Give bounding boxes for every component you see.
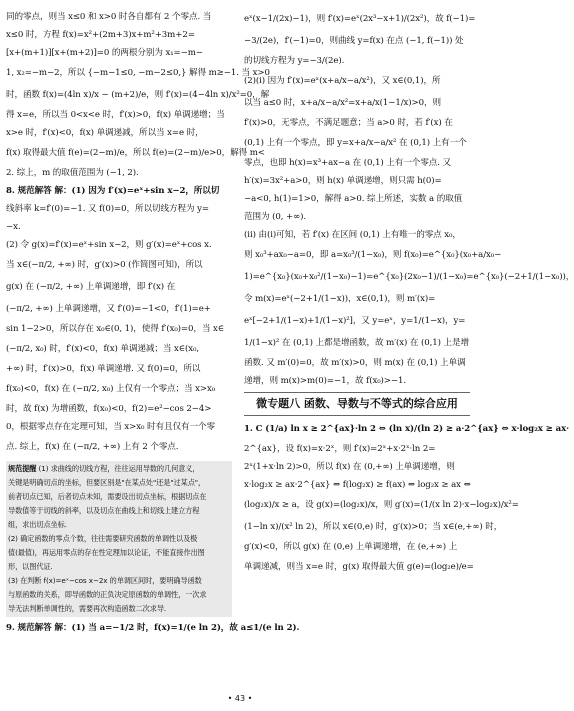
text-line: x>e 时，f′(x)<0，f(x) 单调递减，所以当 x=e 时， <box>6 128 204 138</box>
q9-solution-continued <box>244 8 574 390</box>
text-line: 1, x₂=−m−2，所以 {−m−1≤0, −m−2≤0,} 解得 m≥−1. 当 x>0 <box>6 68 270 78</box>
note-title: 规范提醒 <box>8 464 37 473</box>
text-line: f′(x)>0，无零点，不满足题意；当 a>0 时，若 f′(x) 在 <box>244 118 453 128</box>
text-line: 线斜率 k=f′(0)=−1. 又 f(0)=0，所以切线方程为 y= <box>6 204 209 214</box>
text-line: f(x) 取得最大值 f(e)=(2−m)/e，所以 f(e)=(2−m)/e>0，解得 m< <box>6 148 265 158</box>
text-line: −3/(2e)，f′(−1)=0，则曲线 y=f(x) 在点 (−1, f(−1)) 处 <box>244 36 464 46</box>
text-line: 当 x∈(−π/2, +∞) 时，g′(x)>0 (作简图可知)，所以 <box>6 260 203 270</box>
text-line: 递增，则 m(x)>m(0)=−1，故 f(x₀)>−1. <box>244 376 406 386</box>
text-line: eˣ(x−1/(2x)−1)，则 f′(x)=eˣ(2x³−x+1)/(2x²)，故 f(−1)= <box>244 14 476 24</box>
q8-solution <box>6 182 232 458</box>
right-column <box>244 8 574 578</box>
text-line: [x+(m+1)][x+(m+2)]=0 的两根分别为 x₁=−m− <box>6 48 203 58</box>
note-line: 导数值等于切线的斜率，以及切点在曲线上和切线上建立方程 <box>8 506 200 515</box>
note-line: 关键是明确切点的坐标，但要区别是"在某点处"还是"过某点"， <box>8 478 206 487</box>
note-line: 前者切点已知，后者切点未知，需要设出切点坐标，根据切点在 <box>8 492 207 501</box>
text-line: 以当 a≤0 时，x+a/x−a/x²=x+a/x(1−1/x)>0，则 <box>244 98 442 108</box>
text-line: +∞) 时，f′(x)>0，f(x) 单调递增. 又 f(0)=0，所以 <box>6 364 201 374</box>
note-line: 导无法判断单调性的，需要再次构造函数二次求导. <box>8 604 167 613</box>
text-line: (2) 令 g(x)=f′(x)=eˣ+sin x−2，则 g′(x)=eˣ+cos x. <box>6 240 212 250</box>
text-line: (2)(ⅰ) 因为 f′(x)=eˣ(x+a/x−a/x²)，又 x∈(0,1)，所 <box>244 76 441 86</box>
text-line: 零点，也即 h(x)=x³+ax−a 在 (0,1) 上有一个零点. 又 <box>244 158 451 168</box>
note-line-first <box>8 462 230 476</box>
note-line: (3) 在判断 f(x)=eˣ−cos x−2x 的单调区间时，要明确导函数 <box>8 576 202 585</box>
text-line: −a<0, h(1)=1>0，解得 a>0. 综上所述，实数 a 的取值 <box>244 194 463 204</box>
text-line: x·log₂x ≥ ax·2^{ax} ⇔ f(log₂x) ≥ f(ax) ⇔ log₂x ≥ ax ⇔ <box>244 480 471 490</box>
text-line: (1−ln x)/(x² ln 2)，所以 x∈(0,e) 时，g′(x)>0；当 x∈(e,+∞) 时， <box>244 522 503 532</box>
text-line: 函数. 又 m′(0)=0，故 m′(x)>0，则 m(x) 在 (0,1) 上单调 <box>244 358 466 368</box>
text-line: g(x) 在 (−π/2, +∞) 上单调递增，即 f′(x) 在 <box>6 282 176 292</box>
note-line: 形，以图代证. <box>8 562 53 571</box>
text-line: 2ˣ(1+x·ln 2)>0，所以 f(x) 在 (0,+∞) 上单调递增，则 <box>244 462 455 472</box>
text-line: eˣ[−2+1/(1−x)+1/(1−x)²]，又 y=eˣ，y=1/(1−x)，y= <box>244 316 466 326</box>
text-line: 1. C (1/a) ln x ≥ 2^{ax}·ln 2 ⇔ (ln x)/(ln 2) ≥ a·2^{ax} ⇔ x·log₂x ≥ ax· <box>244 424 570 434</box>
text-line: 1/(1−x)² 在 (0,1) 上都是增函数，故 m′(x) 在 (0,1) 上是增 <box>244 338 469 348</box>
q7-solution-tail <box>6 8 270 182</box>
text-line: 得 x=e，所以当 0<x<e 时，f′(x)>0，f(x) 单调递增；当 <box>6 110 225 120</box>
q9-solution-start: 9. 规范解答 解：(1) 当 a=−1/2 时，f(x)=1/(e ln 2)，故 a≤1/(e ln 2). <box>6 623 300 633</box>
text-line: g′(x)<0，所以 g(x) 在 (0,e) 上单调递增，在 (e,+∞) 上 <box>244 542 458 552</box>
text-line: 0，根据零点存在定理可知，当 x>x₀ 时有且仅有一个零 <box>6 422 215 432</box>
text-line: 点. 综上，f(x) 在 (−π/2, +∞) 上有 2 个零点. <box>6 442 179 452</box>
text-line: (−π/2, x₀) 时，f′(x)<0，f(x) 单调递减；当 x∈(x₀, <box>6 344 199 354</box>
topic8-q1-solution <box>244 418 570 578</box>
text-line: 时，函数 f(x)=(4ln x)/x − (m+2)/e，则 f′(x)=(4−4ln x)/x²=0，解 <box>6 90 270 100</box>
text-line: 令 m(x)=eˣ(−2+1/(1−x))，x∈(0,1)，则 m′(x)= <box>244 294 436 304</box>
section-title: 微专题八 函数、导数与不等式的综合应用 <box>244 392 470 416</box>
text-line: 则 x₀³+ax₀−a=0，即 a=x₀³/(1−x₀)，则 f(x₀)=e^{x₀}(x₀+a/x₀− <box>244 250 502 260</box>
note-line: 与原函数的关系，即导函数的正负决定原函数的单调性，一次求 <box>8 590 207 599</box>
text-line: 时，故 f(x) 为增函数，f(x₀)<0，f(2)=e²−cos 2−4> <box>6 404 212 414</box>
page-number: • 43 • <box>227 694 253 703</box>
text-line: 2^{ax}，设 f(x)=x·2ˣ，则 f′(x)=2ˣ+x·2ˣ·ln 2= <box>244 444 436 454</box>
text-line: h′(x)=3x²+a>0，则 h(x) 单调递增，则只需 h(0)= <box>244 176 442 186</box>
text-line: f(x₀)<0，f(x) 在 (−π/2, x₀) 上仅有一个零点；当 x>x₀ <box>6 384 216 394</box>
guidance-note-box <box>6 461 232 617</box>
note-text: (1) 求曲线的切线方程，往往运用导数的几何意义， <box>38 464 200 473</box>
text-line: 单调递减，则当 x=e 时，g(x) 取得最大值 g(e)=(log₂e)/e= <box>244 562 474 572</box>
text-line: (log₂x)/x ≥ a，设 g(x)=(log₂x)/x，则 g′(x)=(1/(x ln 2)·x−log₂x)/x²= <box>244 500 519 510</box>
text-line: x≤0 时，方程 f(x)=x²+(2m+3)x+m²+3m+2= <box>6 30 195 40</box>
text-line: sin 1−2>0，所以存在 x₀∈(0, 1)，使得 f′(x₀)=0，当 x∈ <box>6 324 225 334</box>
note-line: (2) 确定函数的零点个数，往往需要研究函数的单调性以及极 <box>8 534 198 543</box>
text-line: (−π/2, +∞) 上单调递增，又 f′(0)=−1<0，f′(1)=e+ <box>6 304 211 314</box>
text-line: −x. <box>6 222 21 232</box>
text-line: 8. 规范解答 解：(1) 因为 f′(x)=eˣ+sin x−2，所以切 <box>6 186 220 196</box>
text-line: 范围为 (0, +∞). <box>244 212 307 222</box>
text-line: 1)=e^{x₀}(x₀+x₀²/(1−x₀)−1)=e^{x₀}(2x₀−1)/(1−x₀)=e^{x₀}(−2+1/(1−x₀))， <box>244 272 574 282</box>
text-line: (0,1) 上有一个零点，即 y=x+a/x−a/x² 在 (0,1) 上有一个 <box>244 138 467 148</box>
note-line: 值(最值)，再运用零点的存在性定理加以论证，不能直接作出图 <box>8 548 205 557</box>
text-line: 同的零点，则当 x≤0 和 x>0 时各自都有 2 个零点. 当 <box>6 12 212 22</box>
text-line: 的切线方程为 y=−3/(2e). <box>244 56 345 66</box>
text-line: 2. 综上，m 的取值范围为 (−1, 2). <box>6 168 139 178</box>
text-line: (ⅱ) 由(ⅰ)可知，若 f′(x) 在区间 (0,1) 上有唯一的零点 x₀， <box>244 230 461 240</box>
note-line: 组，求出切点坐标. <box>8 520 67 529</box>
